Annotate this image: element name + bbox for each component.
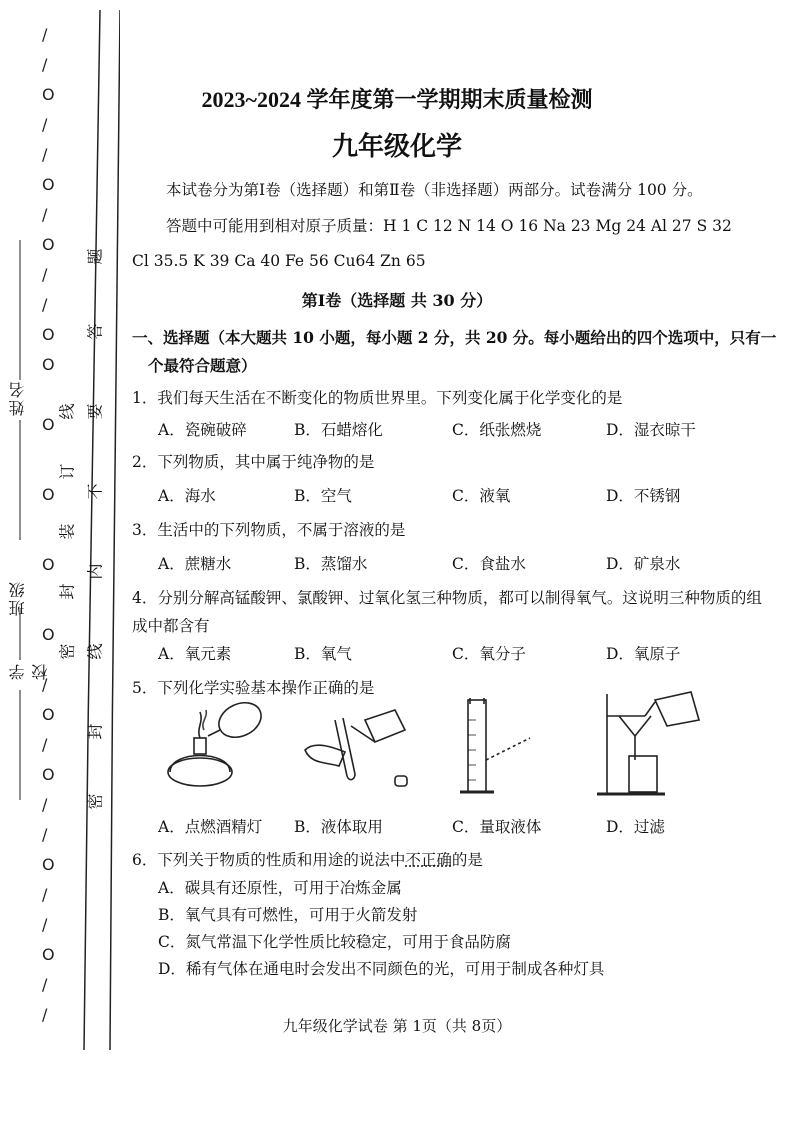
q5-option-a: A．点燃酒精灯 <box>158 818 263 836</box>
intro-line-3: Cl 35.5 K 39 Ca 40 Fe 56 Cu64 Zn 65 <box>132 252 426 270</box>
svg-text:/: / <box>42 915 48 934</box>
q6-choice-a: A．碳具有还原性，可用于冶炼金属 <box>158 879 402 897</box>
q1-option-c: C．纸张燃烧 <box>452 421 542 439</box>
seal-zhuang: 装 <box>57 523 77 540</box>
figure-light-alcohol-lamp <box>160 690 270 802</box>
seal2-xian: 线 <box>85 643 105 660</box>
figure-measure-liquid <box>450 690 540 802</box>
q4-option-d: D．氧原子 <box>606 645 681 663</box>
question-4-stem: 4．分别分解高锰酸钾、氯酸钾、过氧化氢三种物质，都可以制得氧气。这说明三种物质的组 <box>132 589 762 607</box>
seal2-mi: 密 <box>85 793 105 810</box>
svg-text:O: O <box>42 765 55 784</box>
seal2-bu: 不 <box>85 483 105 500</box>
q6-choice-b: B．氧气具有可燃性，可用于火箭发射 <box>158 906 418 924</box>
question-3-stem: 3．生活中的下列物质，不属于溶液的是 <box>132 521 406 539</box>
svg-text:/: / <box>42 145 48 164</box>
seal2-nei: 内 <box>85 563 105 580</box>
q6-choice-c: C．氮气常温下化学性质比较稳定，可用于食品防腐 <box>158 933 511 951</box>
page-footer: 九年级化学试卷 第 1页（共 8页） <box>282 1017 512 1035</box>
figure-filtration <box>595 690 705 802</box>
seal-xian: 线 <box>57 403 77 420</box>
q4-option-c: C．氧分子 <box>452 645 526 663</box>
q2-option-b: B．空气 <box>294 487 352 505</box>
q6-choice-d: D．稀有气体在通电时会发出不同颜色的光，可用于制成各种灯具 <box>158 960 605 978</box>
q5-option-c: C．量取液体 <box>452 818 542 836</box>
q2-option-d: D．不锈钢 <box>606 487 681 505</box>
section-title: 第Ⅰ卷（选择题 共 30 分） <box>301 291 493 310</box>
svg-text:/: / <box>42 25 48 44</box>
q1-option-d: D．湿衣晾干 <box>606 421 696 439</box>
svg-text:O: O <box>42 625 55 644</box>
svg-text:O: O <box>42 855 55 874</box>
svg-text:/: / <box>42 205 48 224</box>
figure-liquid-taking <box>295 690 425 802</box>
question-5-stem: 5．下列化学实验基本操作正确的是 <box>132 679 375 697</box>
svg-text:/: / <box>42 115 48 134</box>
school-label: 学校 <box>8 662 50 680</box>
q3-option-b: B．蒸馏水 <box>294 555 368 573</box>
svg-text:O: O <box>42 175 55 194</box>
svg-text:O: O <box>42 235 55 254</box>
svg-text:O: O <box>42 325 55 344</box>
svg-text:/: / <box>42 795 48 814</box>
question-1-stem: 1．我们每天生活在不断变化的物质世界里。下列变化属于化学变化的是 <box>132 389 623 407</box>
q5-option-b: B．液体取用 <box>294 818 383 836</box>
q6-stem-pre: 6．下列关于物质的性质和用途的说法中 <box>132 851 406 869</box>
svg-text:O: O <box>42 945 55 964</box>
seal2-yao: 要 <box>85 403 105 420</box>
q2-option-a: A．海水 <box>158 487 216 505</box>
svg-text:/: / <box>42 825 48 844</box>
exam-subtitle: 九年级化学 <box>331 132 462 162</box>
seal-ding: 订 <box>57 463 77 480</box>
q1-option-b: B．石蜡熔化 <box>294 421 383 439</box>
q4-option-b: B．氧气 <box>294 645 352 663</box>
student-info-lines <box>0 240 40 840</box>
section-instruction-1: 一、选择题（本大题共 10 小题，每小题 2 分，共 20 分。每小题给出的四个选项中，只有一 <box>132 328 777 347</box>
class-label: 班级 <box>8 580 27 616</box>
question-6-stem <box>132 848 483 870</box>
name-label: 姓名 <box>8 380 27 416</box>
svg-text:/: / <box>42 885 48 904</box>
seal-feng: 封 <box>57 583 77 600</box>
q6-stem-emphasis: 不正确 <box>405 851 452 869</box>
q4-option-a: A．氧元素 <box>158 645 232 663</box>
intro-line-1: 本试卷分为第Ⅰ卷（选择题）和第Ⅱ卷（非选择题）两部分。试卷满分 100 分。 <box>166 181 703 199</box>
svg-text:/: / <box>42 735 48 754</box>
exam-title: 2023~2024 学年度第一学期期末质量检测 <box>201 87 593 112</box>
q5-option-d: D．过滤 <box>606 818 665 836</box>
svg-text:/: / <box>42 55 48 74</box>
section-instruction-2: 个最符合题意） <box>148 356 257 375</box>
q3-option-d: D．矿泉水 <box>606 555 681 573</box>
svg-text:O: O <box>42 85 55 104</box>
seal2-da: 答 <box>85 323 105 340</box>
q2-option-c: C．液氧 <box>452 487 511 505</box>
svg-text:O: O <box>42 415 55 434</box>
intro-line-2: 答题中可能用到相对原子质量：H 1 C 12 N 14 O 16 Na 23 Mg 24 Al 27 S 32 <box>166 217 732 235</box>
seal2-ti: 题 <box>85 248 105 265</box>
svg-text:O: O <box>42 355 55 374</box>
svg-text:/: / <box>42 295 48 314</box>
svg-text:O: O <box>42 705 55 724</box>
seal-mi: 密 <box>57 643 77 660</box>
seal2-feng: 封 <box>85 723 105 740</box>
svg-text:/: / <box>42 675 48 694</box>
svg-text:O: O <box>42 555 55 574</box>
svg-text:/: / <box>42 975 48 994</box>
question-2-stem: 2．下列物质，其中属于纯净物的是 <box>132 453 375 471</box>
svg-text:O: O <box>42 485 55 504</box>
svg-text:/: / <box>42 265 48 284</box>
question-4-stem-cont: 成中都含有 <box>132 617 210 635</box>
q1-option-a: A．瓷碗破碎 <box>158 421 247 439</box>
svg-text:/: / <box>42 1005 48 1024</box>
q3-option-c: C．食盐水 <box>452 555 526 573</box>
q6-stem-post: 的是 <box>451 851 483 869</box>
q3-option-a: A．蔗糖水 <box>158 555 232 573</box>
